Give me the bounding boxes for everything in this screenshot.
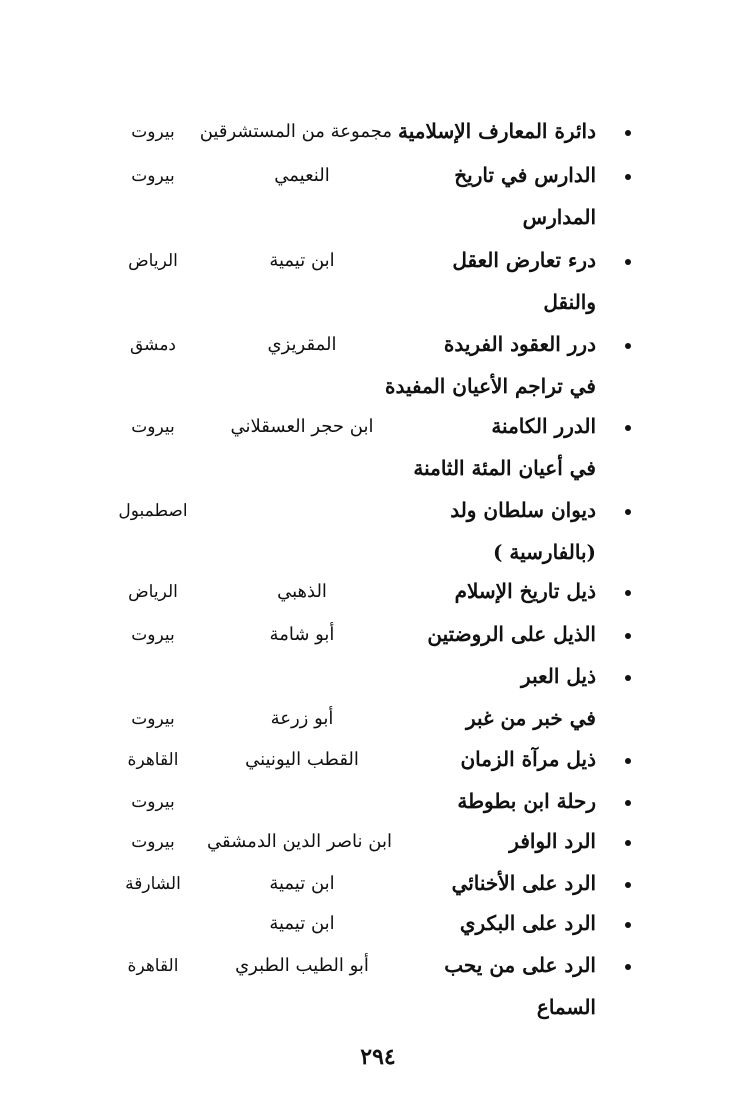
- bibliography-entry: [0, 828, 756, 868]
- bullet-icon: [625, 922, 631, 928]
- book-title-continuation: في أعيان المئة الثامنة: [413, 456, 596, 480]
- bullet-icon: [625, 675, 631, 681]
- book-title: درر العقود الفريدة: [443, 332, 596, 356]
- bibliography-entry: [0, 162, 756, 229]
- bibliography-entry-continuation: [0, 705, 756, 745]
- book-title: رحلة ابن بطوطة: [457, 789, 596, 813]
- publication-place: اصطمبول: [118, 501, 188, 521]
- bibliography-entry: [0, 746, 756, 786]
- bibliography-entry: [0, 663, 756, 703]
- publication-place: بيروت: [131, 417, 175, 437]
- bullet-icon: [625, 800, 631, 806]
- publication-place: بيروت: [131, 832, 175, 852]
- bullet-icon: [625, 259, 631, 265]
- book-title: الرد الوافر: [509, 829, 596, 853]
- publication-place: بيروت: [131, 709, 175, 729]
- page-number: ٢٩٤: [360, 1044, 396, 1070]
- book-title: ديوان سلطان ولد: [450, 498, 596, 522]
- book-author: ابن حجر العسقلاني: [230, 416, 374, 437]
- publication-place: دمشق: [129, 335, 177, 355]
- publication-place: بيروت: [131, 792, 175, 812]
- book-author: أبو شامة: [269, 624, 335, 645]
- book-author: الذهبي: [277, 581, 327, 602]
- publication-place: القاهرة: [127, 956, 179, 976]
- book-title-continuation: والنقل: [543, 290, 596, 314]
- book-author: أبو الطيب الطبري: [235, 955, 369, 976]
- publication-place: القاهرة: [127, 750, 179, 770]
- book-author: القطب اليونيني: [245, 749, 359, 770]
- book-title-continuation: السماع: [536, 995, 596, 1019]
- bullet-icon: [625, 590, 631, 596]
- bibliography-entry: [0, 621, 756, 661]
- book-title: الرد على من يحب: [444, 953, 596, 977]
- book-title: ذيل مرآة الزمان: [460, 747, 596, 771]
- book-title: الدارس في تاريخ: [454, 163, 596, 187]
- book-title: دائرة المعارف الإسلامية: [398, 119, 596, 143]
- bibliography-entry: [0, 952, 756, 1019]
- publication-place: الرياض: [128, 251, 178, 271]
- book-author: مجموعة من المستشرقين: [199, 121, 392, 142]
- publication-place: بيروت: [131, 625, 175, 645]
- book-title-continuation: المدارس: [522, 205, 596, 229]
- book-author: ابن تيمية: [269, 913, 335, 934]
- bibliography-entry: [0, 413, 756, 480]
- book-author: ابن تيمية: [269, 250, 335, 271]
- bibliography-entry: [0, 118, 756, 158]
- book-title: الرد على البكري: [459, 911, 596, 935]
- bullet-icon: [625, 758, 631, 764]
- publication-place: الشارقة: [125, 874, 181, 894]
- book-author: ابن ناصر الدين الدمشقي: [207, 831, 392, 852]
- book-title: ذيل تاريخ الإسلام: [454, 579, 596, 603]
- book-author: أبو زرعة: [270, 708, 334, 729]
- bullet-icon: [625, 509, 631, 515]
- bibliography-entry: [0, 497, 756, 564]
- bibliography-entry: [0, 578, 756, 618]
- bullet-icon: [625, 425, 631, 431]
- publication-place: بيروت: [131, 122, 175, 142]
- book-author: النعيمي: [274, 165, 330, 186]
- bullet-icon: [625, 633, 631, 639]
- bibliography-entry: [0, 910, 756, 950]
- book-title: درء تعارض العقل: [452, 248, 596, 272]
- bibliography-entry: [0, 247, 756, 314]
- bibliography-entry: [0, 331, 756, 398]
- book-author: ابن تيمية: [269, 873, 335, 894]
- bullet-icon: [625, 343, 631, 349]
- bullet-icon: [625, 174, 631, 180]
- book-author: المقريزي: [267, 334, 337, 355]
- book-title-continuation: في خبر من غبر: [465, 706, 596, 730]
- book-title: ذيل العبر: [521, 664, 596, 688]
- bullet-icon: [625, 964, 631, 970]
- publication-place: بيروت: [131, 166, 175, 186]
- bibliography-entry: [0, 788, 756, 828]
- book-title: الذيل على الروضتين: [427, 622, 596, 646]
- bullet-icon: [625, 130, 631, 136]
- bullet-icon: [625, 840, 631, 846]
- book-title: الرد على الأخنائي: [451, 871, 596, 895]
- bibliography-entry: [0, 870, 756, 910]
- book-title-continuation: (بالفارسية ): [492, 540, 596, 564]
- book-title-continuation: في تراجم الأعيان المفيدة: [384, 374, 596, 398]
- publication-place: الرياض: [128, 582, 178, 602]
- book-title: الدرر الكامنة: [491, 414, 596, 438]
- bullet-icon: [625, 882, 631, 888]
